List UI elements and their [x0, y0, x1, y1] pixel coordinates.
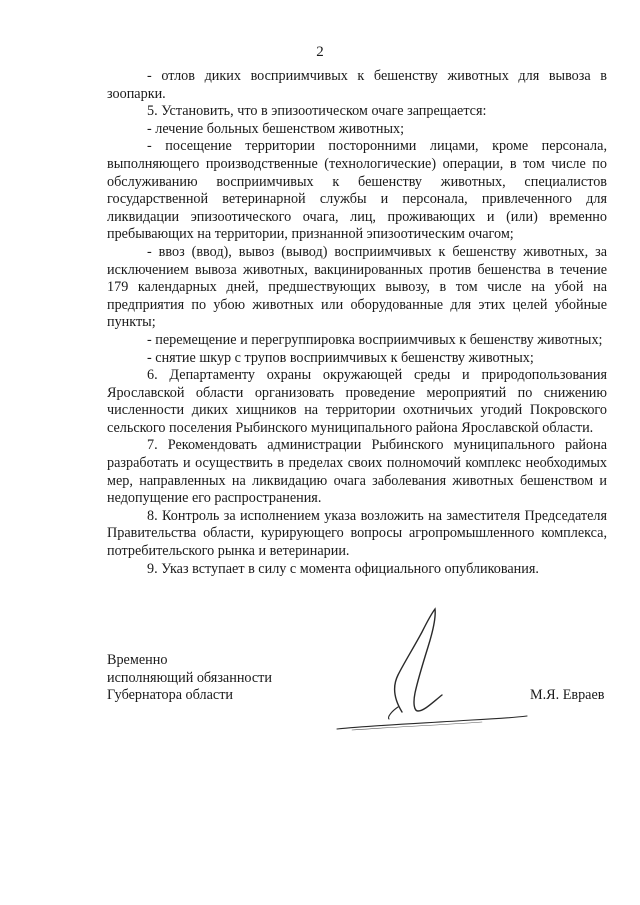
document-body [107, 68, 607, 578]
signer-title-line: исполняющий обязанности [107, 669, 272, 686]
paragraph-item-6: 6. Департаменту охраны окружающей среды и природопользования Ярославской области организовать проведение мероприятий по снижению численности диких хищников на территории охотничьих угодий Покровского сельского поселения Рыбинского муниципального района Ярославской области. [107, 367, 607, 436]
paragraph-visit-ban: - посещение территории посторонними лицами, кроме персонала, выполняющего производственные (технологические) операции, в том числе по обслуживанию восприимчивых к бешенству животных, специалистов государственной ветеринарной службы и персонала, привлеченного для ликвидации эпизоотического очага, лиц, проживающих и (или) временно пребывающих на территории, признанной эпизоотическим очагом; [107, 138, 607, 243]
signer-name: М.Я. Евраев [530, 687, 605, 703]
paragraph-treatment-ban: - лечение больных бешенством животных; [147, 120, 405, 137]
signer-title-line: Губернатора области [107, 687, 233, 704]
page-number: 2 [316, 44, 324, 60]
handwritten-signature [332, 607, 532, 737]
paragraph-wild-animals-capture: - отлов диких восприимчивых к бешенству животных для вывоза в зоопарки. [107, 68, 607, 102]
paragraph-item-8: 8. Контроль за исполнением указа возложить на заместителя Председателя Правительства области, курирующего вопросы агропромышленного комплекса, потребительского рынка и ветеринарии. [107, 507, 607, 560]
paragraph-item-9: 9. Указ вступает в силу с момента официального опубликования. [147, 560, 539, 577]
signer-title [107, 652, 272, 705]
paragraph-import-export-ban: - ввоз (ввод), вывоз (вывод) восприимчивых к бешенству животных, за исключением вывоза животных, вакцинированных против бешенства в течение 179 календарных дней, предшествующих вывозу, в том числе на убой на предприятия по убою животных или оборудованные для этих целей убойные пункты; [107, 243, 607, 331]
signer-title-line: Временно [107, 652, 168, 668]
paragraph-item-7: 7. Рекомендовать администрации Рыбинского муниципального района разработать и осуществить в пределах своих полномочий комплекс необходимых мер, направленных на ликвидацию очага заболевания животных бешенством и недопущение его распространения. [107, 437, 607, 507]
signature-block [107, 652, 607, 742]
paragraph-skinning-ban: - снятие шкур с трупов восприимчивых к бешенству животных; [147, 349, 534, 366]
paragraph-relocation-ban: - перемещение и перегруппировка восприимчивых к бешенству животных; [147, 331, 603, 348]
paragraph-item-5: 5. Установить, что в эпизоотическом очаге запрещается: [147, 103, 487, 120]
